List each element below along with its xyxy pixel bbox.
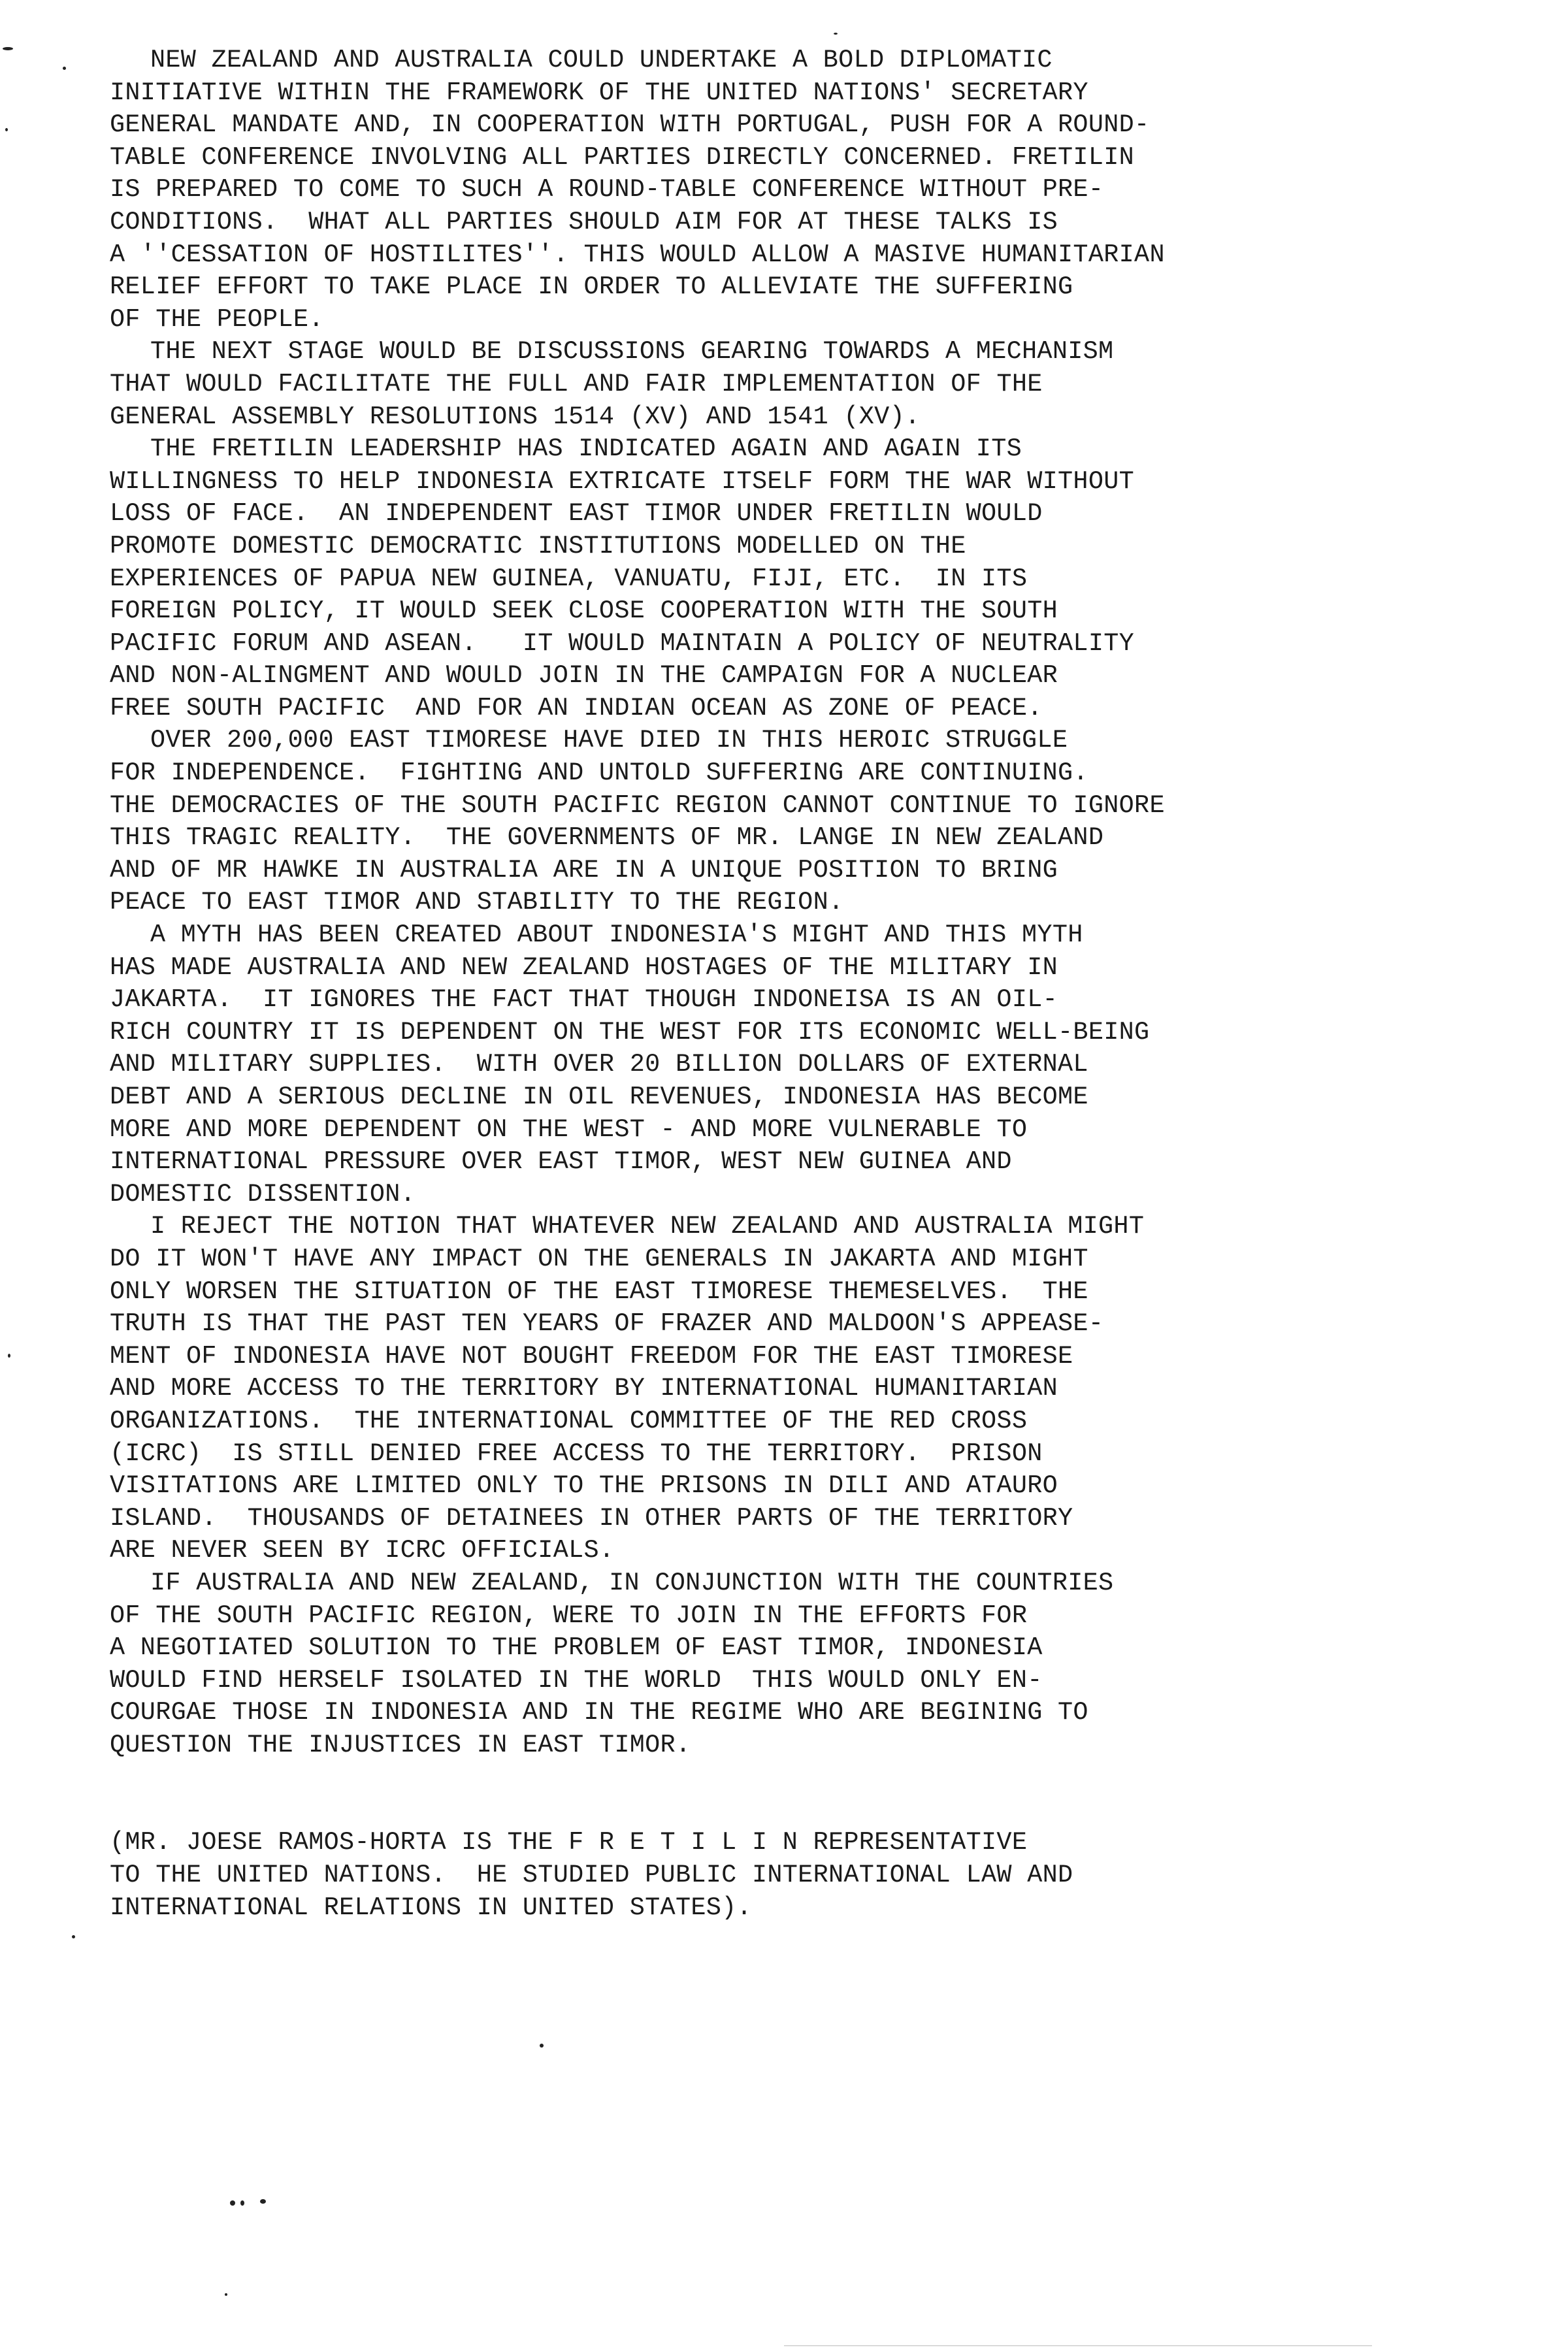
text-line: THE FRETILIN LEADERSHIP HAS INDICATED AGAIN AND AGAIN ITS bbox=[150, 434, 1022, 464]
text-line: PACIFIC FORUM AND ASEAN. IT WOULD MAINTAIN A POLICY OF NEUTRALITY bbox=[110, 629, 1135, 658]
scan-speck bbox=[834, 33, 838, 35]
text-line: INTERNATIONAL PRESSURE OVER EAST TIMOR, WEST NEW GUINEA AND bbox=[110, 1147, 1012, 1177]
paragraph-next-stage bbox=[110, 336, 1469, 433]
text-line: INTERNATIONAL RELATIONS IN UNITED STATES). bbox=[110, 1893, 752, 1922]
paragraph-struggle bbox=[110, 725, 1469, 919]
text-line: FOR INDEPENDENCE. FIGHTING AND UNTOLD SUFFERING ARE CONTINUING. bbox=[110, 759, 1088, 788]
scan-speck bbox=[8, 1354, 10, 1358]
text-line: ONLY WORSEN THE SITUATION OF THE EAST TIMORESE THEMESELVES. THE bbox=[110, 1277, 1088, 1306]
paragraph-diplomatic-initiative bbox=[110, 44, 1469, 336]
scan-speck bbox=[540, 2044, 544, 2048]
text-line: QUESTION THE INJUSTICES IN EAST TIMOR. bbox=[110, 1730, 691, 1759]
text-line: DOMESTIC DISSENTION. bbox=[110, 1179, 416, 1209]
scan-speck bbox=[63, 67, 66, 70]
text-line: OF THE SOUTH PACIFIC REGION, WERE TO JOIN IN THE EFFORTS FOR bbox=[110, 1601, 1028, 1630]
text-line: THE NEXT STAGE WOULD BE DISCUSSIONS GEARING TOWARDS A MECHANISM bbox=[150, 337, 1114, 367]
text-line: ARE NEVER SEEN BY ICRC OFFICIALS. bbox=[110, 1536, 615, 1565]
paragraph-myth bbox=[110, 919, 1469, 1211]
text-line: VISITATIONS ARE LIMITED ONLY TO THE PRISONS IN DILI AND ATAURO bbox=[110, 1471, 1058, 1501]
typewritten-page bbox=[110, 44, 1469, 1924]
text-line: GENERAL MANDATE AND, IN COOPERATION WITH PORTUGAL, PUSH FOR A ROUND- bbox=[110, 110, 1150, 140]
page-edge-line bbox=[784, 2345, 1372, 2346]
text-line: INITIATIVE WITHIN THE FRAMEWORK OF THE UNITED NATIONS' SECRETARY bbox=[110, 78, 1088, 107]
text-line: CONDITIONS. WHAT ALL PARTIES SHOULD AIM FOR AT THESE TALKS IS bbox=[110, 207, 1058, 237]
text-line: PROMOTE DOMESTIC DEMOCRATIC INSTITUTIONS MODELLED ON THE bbox=[110, 531, 966, 561]
text-line: MENT OF INDONESIA HAVE NOT BOUGHT FREEDOM FOR THE EAST TIMORESE bbox=[110, 1341, 1073, 1371]
text-line: THE DEMOCRACIES OF THE SOUTH PACIFIC REGION CANNOT CONTINUE TO IGNORE bbox=[110, 791, 1165, 820]
scan-speck bbox=[3, 47, 13, 50]
text-line: FREE SOUTH PACIFIC AND FOR AN INDIAN OCEAN AS ZONE OF PEACE. bbox=[110, 693, 1043, 723]
text-line: NEW ZEALAND AND AUSTRALIA COULD UNDERTAKE A BOLD DIPLOMATIC bbox=[150, 46, 1053, 74]
paragraph-reject-notion bbox=[110, 1211, 1469, 1567]
text-line: OVER 200,000 EAST TIMORESE HAVE DIED IN THIS HEROIC STRUGGLE bbox=[150, 726, 1068, 755]
scan-speck bbox=[260, 2199, 266, 2204]
text-line: TRUTH IS THAT THE PAST TEN YEARS OF FRAZER AND MALDOON'S APPEASE- bbox=[110, 1309, 1104, 1339]
text-line: LOSS OF FACE. AN INDEPENDENT EAST TIMOR UNDER FRETILIN WOULD bbox=[110, 499, 1043, 529]
scan-speck bbox=[225, 2293, 227, 2296]
text-line: IS PREPARED TO COME TO SUCH A ROUND-TABLE CONFERENCE WITHOUT PRE- bbox=[110, 175, 1104, 204]
text-line: GENERAL ASSEMBLY RESOLUTIONS 1514 (XV) AND 1541 (XV). bbox=[110, 402, 921, 431]
text-line: MORE AND MORE DEPENDENT ON THE WEST - AND MORE VULNERABLE TO bbox=[110, 1115, 1028, 1144]
scan-speck bbox=[230, 2200, 235, 2206]
text-line: A MYTH HAS BEEN CREATED ABOUT INDONESIA'S MIGHT AND THIS MYTH bbox=[150, 921, 1083, 950]
scan-speck bbox=[72, 1935, 75, 1938]
text-line: (MR. JOESE RAMOS-HORTA IS THE F R E T I L I N REPRESENTATIVE bbox=[110, 1828, 1028, 1857]
text-line: A ''CESSATION OF HOSTILITES''. THIS WOULD ALLOW A MASIVE HUMANITARIAN bbox=[110, 240, 1165, 269]
text-line: ISLAND. THOUSANDS OF DETAINEES IN OTHER PARTS OF THE TERRITORY bbox=[110, 1503, 1073, 1533]
scan-speck bbox=[240, 2200, 244, 2206]
author-note bbox=[110, 1827, 1469, 1924]
text-line: PEACE TO EAST TIMOR AND STABILITY TO THE REGION. bbox=[110, 888, 844, 917]
text-line: AND MORE ACCESS TO THE TERRITORY BY INTERNATIONAL HUMANITARIAN bbox=[110, 1374, 1058, 1403]
text-line: AND OF MR HAWKE IN AUSTRALIA ARE IN A UNIQUE POSITION TO BRING bbox=[110, 855, 1058, 885]
text-line: DO IT WON'T HAVE ANY IMPACT ON THE GENERALS IN JAKARTA AND MIGHT bbox=[110, 1244, 1088, 1273]
paragraph-conjunction bbox=[110, 1567, 1469, 1762]
text-line: FOREIGN POLICY, IT WOULD SEEK CLOSE COOPERATION WITH THE SOUTH bbox=[110, 596, 1058, 626]
text-line: (ICRC) IS STILL DENIED FREE ACCESS TO THE TERRITORY. PRISON bbox=[110, 1439, 1043, 1468]
text-line: IF AUSTRALIA AND NEW ZEALAND, IN CONJUNCTION WITH THE COUNTRIES bbox=[150, 1568, 1114, 1597]
text-line: RELIEF EFFORT TO TAKE PLACE IN ORDER TO ALLEVIATE THE SUFFERING bbox=[110, 272, 1073, 302]
text-line: OF THE PEOPLE. bbox=[110, 304, 324, 334]
text-line: COURGAE THOSE IN INDONESIA AND IN THE REGIME WHO ARE BEGINING TO bbox=[110, 1698, 1088, 1727]
text-line: JAKARTA. IT IGNORES THE FACT THAT THOUGH INDONEISA IS AN OIL- bbox=[110, 985, 1058, 1015]
text-line: AND MILITARY SUPPLIES. WITH OVER 20 BILLION DOLLARS OF EXTERNAL bbox=[110, 1050, 1088, 1079]
text-line: ORGANIZATIONS. THE INTERNATIONAL COMMITTEE OF THE RED CROSS bbox=[110, 1406, 1028, 1435]
text-line: AND NON-ALINGMENT AND WOULD JOIN IN THE CAMPAIGN FOR A NUCLEAR bbox=[110, 661, 1058, 691]
text-line: DEBT AND A SERIOUS DECLINE IN OIL REVENUES, INDONESIA HAS BECOME bbox=[110, 1083, 1088, 1111]
text-line: TO THE UNITED NATIONS. HE STUDIED PUBLIC INTERNATIONAL LAW AND bbox=[110, 1861, 1073, 1890]
text-line: A NEGOTIATED SOLUTION TO THE PROBLEM OF EAST TIMOR, INDONESIA bbox=[110, 1633, 1043, 1663]
paragraph-fretilin-leadership bbox=[110, 433, 1469, 725]
scan-speck bbox=[5, 128, 8, 131]
text-line: EXPERIENCES OF PAPUA NEW GUINEA, VANUATU, FIJI, ETC. IN ITS bbox=[110, 564, 1028, 593]
text-line: TABLE CONFERENCE INVOLVING ALL PARTIES DIRECTLY CONCERNED. FRETILIN bbox=[110, 142, 1135, 172]
text-line: I REJECT THE NOTION THAT WHATEVER NEW ZEALAND AND AUSTRALIA MIGHT bbox=[150, 1212, 1145, 1241]
paragraph-gap bbox=[110, 1761, 1469, 1827]
text-line: THIS TRAGIC REALITY. THE GOVERNMENTS OF MR. LANGE IN NEW ZEALAND bbox=[110, 823, 1104, 853]
text-line: RICH COUNTRY IT IS DEPENDENT ON THE WEST FOR ITS ECONOMIC WELL-BEING bbox=[110, 1017, 1150, 1047]
text-line: HAS MADE AUSTRALIA AND NEW ZEALAND HOSTAGES OF THE MILITARY IN bbox=[110, 953, 1058, 982]
text-line: WOULD FIND HERSELF ISOLATED IN THE WORLD THIS WOULD ONLY EN- bbox=[110, 1665, 1043, 1695]
text-line: WILLINGNESS TO HELP INDONESIA EXTRICATE ITSELF FORM THE WAR WITHOUT bbox=[110, 466, 1135, 496]
text-line: THAT WOULD FACILITATE THE FULL AND FAIR IMPLEMENTATION OF THE bbox=[110, 369, 1043, 399]
